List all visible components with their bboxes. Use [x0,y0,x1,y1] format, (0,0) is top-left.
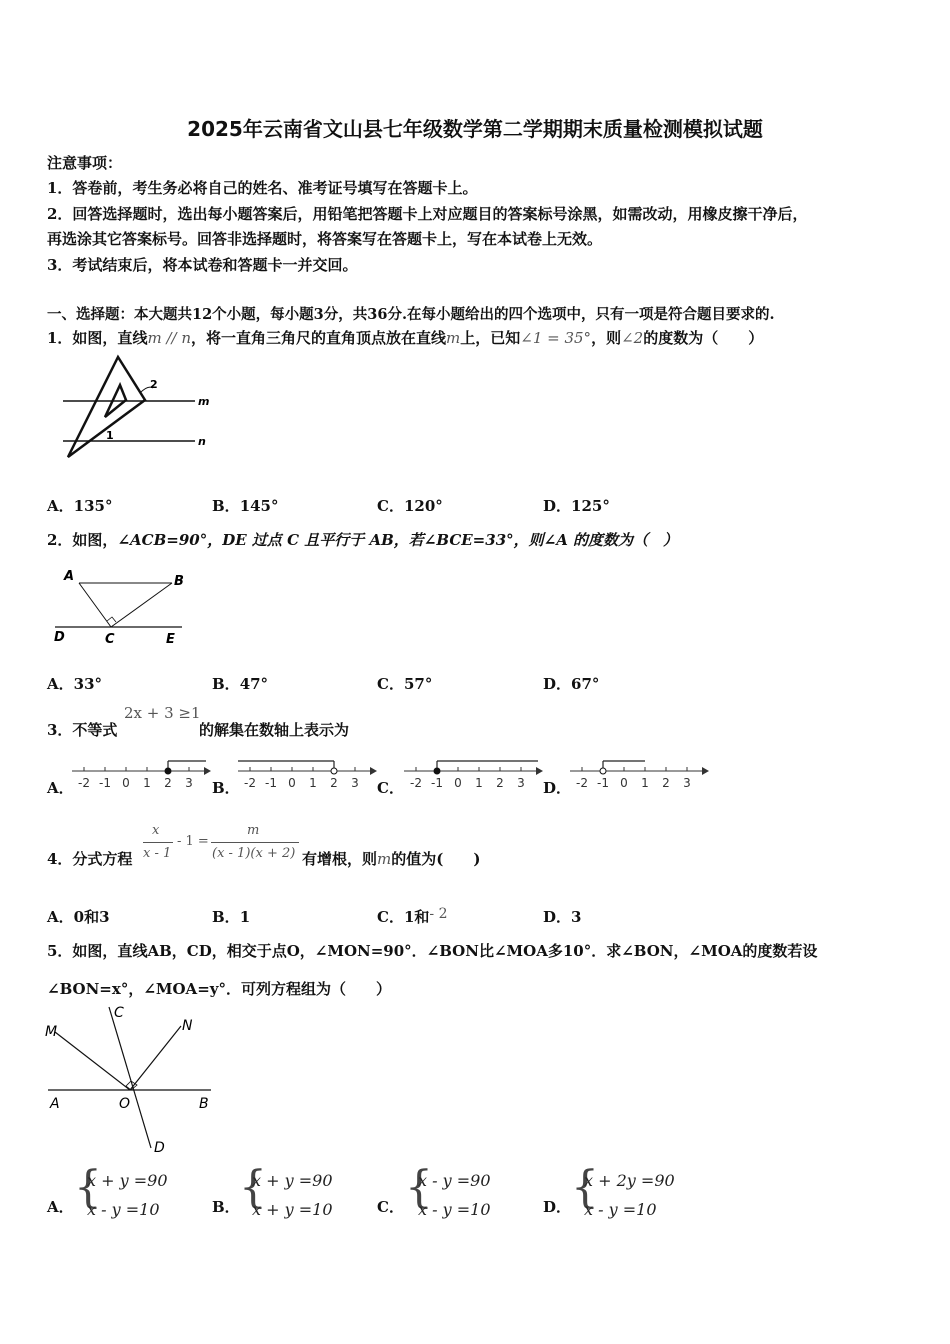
label-m: M [45,1024,58,1040]
tick-label: -1 [431,776,443,790]
q4-frac1-num: x [152,823,160,838]
q1-option-c[interactable] [377,495,443,516]
tick-label: 0 [620,776,628,790]
q3-option-c[interactable]: C． [377,779,404,797]
hollow-dot [331,768,337,774]
q4-option-c-extra: - 2 [429,906,448,922]
section-heading: 一、选择题：本大题共12个小题，每小题3分，共36分.在每小题给出的四个选项中，只有一项是符合题目要求的. [47,306,775,323]
q4-m: m [377,850,392,868]
q2-stem [47,529,678,550]
q3-numberline-b [236,756,381,796]
q4-frac1-bar [143,842,173,843]
q3-num: 3．不等式 [47,721,118,739]
tick-label: 2 [662,776,670,790]
q5-line2: ∠BON=x°，∠MOA=y°．可列方程组为（ ） [47,980,391,998]
q2-option-c-key: C． [377,675,404,693]
notice-heading: 注意事项： [47,154,123,172]
q4-frac2-den: (x - 1)(x + 2) [212,846,296,861]
notice-item-1: 1．答卷前，考生务必将自己的姓名、准考证号填写在答题卡上。 [47,179,478,197]
q3-option-d[interactable]: D． [543,779,572,797]
tick-label: -1 [265,776,277,790]
q1-text3: 上，已知 [460,329,521,347]
label-o: O [119,1096,131,1112]
label-n: N [182,1018,193,1034]
axis-arrow [204,767,211,775]
q4-option-d[interactable] [543,906,581,927]
q2-text: ∠ACB=90°，DE 过点 C 且平行于 AB，若∠BCE=33°，则∠A 的度数为（ ） [117,531,679,549]
q1-option-a[interactable] [47,495,112,516]
q1-option-a-key: A． [47,497,74,515]
q4-option-a-val: 0和3 [73,908,110,926]
tick-label: 3 [683,776,691,790]
notice-item-2a: 2．回答选择题时，选出每小题答案后，用铅笔把答题卡上对应题目的答案标号涂黑，如需改动，用橡皮擦干净后， [47,205,808,223]
label-n: n [198,435,206,448]
q2-option-c-val: 57° [403,675,433,693]
page-title: 2025年云南省文山县七年级数学第二学期期末质量检测模拟试题 [187,117,763,141]
tick-label: -2 [78,776,90,790]
q4-text2: 的值为( ) [391,850,481,868]
q1-stem [47,327,763,348]
tick-label: 2 [496,776,504,790]
q5-option-b[interactable]: B． [212,1198,240,1216]
solid-dot [165,768,171,774]
q1-text2: ，将一直角三角尺的直角顶点放在直线 [190,329,446,347]
q2-option-b-val: 47° [239,675,269,693]
q1-option-c-key: C． [377,497,404,515]
q3-option-b[interactable]: B． [212,779,240,797]
label-2: 2 [150,378,158,391]
q5-b-eq2: x + y =10 [252,1200,333,1219]
q3-option-a[interactable]: A． [47,779,74,797]
q4-stem-tail [302,848,480,869]
q4-num: 4．分式方程 [47,850,133,868]
q4-option-a-key: A． [47,908,74,926]
q2-option-c[interactable] [377,673,432,694]
q1-text4: ，则 [591,329,622,347]
q5-brace-b: { [239,1162,267,1213]
tick-label: 1 [641,776,649,790]
q1-m: m [446,329,461,347]
q1-option-b[interactable] [212,495,279,516]
q1-option-d-key: D． [543,497,572,515]
tick-label: 1 [309,776,317,790]
triangle-outer [68,357,145,457]
label-c: C [105,632,115,647]
q2-option-b-key: B． [212,675,240,693]
tick-label: 3 [351,776,359,790]
q5-b-eq1: x + y =90 [252,1171,333,1190]
segment-bc [111,583,172,627]
q4-option-b-val: 1 [239,908,251,926]
q5-d-eq1: x + 2y =90 [584,1171,675,1190]
label-1: 1 [106,429,114,442]
tick-label: 0 [288,776,296,790]
label-a: A [64,569,75,584]
q1-num: 1．如图，直线 [47,329,148,347]
q4-option-c[interactable] [377,906,447,927]
q1-angle1: ∠1 = 35° [520,329,592,347]
q4-option-c-key: C． [377,908,404,926]
tick-label: 0 [122,776,130,790]
line-cd [109,1007,151,1148]
q5-line1: 5．如图，直线AB，CD，相交于点O，∠MON=90°．∠BON比∠MOA多10°．求∠BON，∠MOA的度数若设 [47,942,818,960]
q5-brace-a: { [74,1162,102,1213]
q1-option-c-val: 120° [403,497,443,515]
q1-option-d-val: 125° [571,497,610,515]
tick-label: -1 [597,776,609,790]
q3-numberline-c [402,756,547,796]
tick-label: -2 [244,776,256,790]
tick-label: 0 [454,776,462,790]
q4-text: 有增根，则 [302,850,378,868]
q2-option-d-key: D． [543,675,572,693]
tick-label: -2 [410,776,422,790]
q1-text5: 的度数为（ ） [643,329,764,347]
notice-item-2b: 再选涂其它答案标号。回答非选择题时，将答案写在答题卡上，写在本试卷上无效。 [47,230,603,248]
q4-frac2-bar [211,842,299,843]
axis-arrow [370,767,377,775]
q2-option-b[interactable] [212,673,268,694]
tick-label: 1 [143,776,151,790]
q4-option-b-key: B． [212,908,240,926]
q5-a-eq1: x + y =90 [87,1171,168,1190]
label-m: m [198,395,210,408]
q5-option-c[interactable]: C． [377,1198,404,1216]
axis-arrow [536,767,543,775]
tick-label: 2 [330,776,338,790]
tick-label: 3 [185,776,193,790]
tick-label: 1 [475,776,483,790]
q1-figure [60,355,220,465]
solid-dot [434,768,440,774]
q4-frac2-num: m [247,823,260,838]
q2-num: 2．如图， [47,531,118,549]
q4-option-d-key: D． [543,908,572,926]
label-b: B [199,1096,209,1112]
ray-on [130,1026,181,1090]
q5-d-eq2: x - y =10 [584,1200,657,1219]
q4-option-d-val: 3 [571,908,582,926]
tick-label: -1 [99,776,111,790]
q4-option-c-val: 1和 [403,908,430,926]
q1-option-d[interactable] [543,495,610,516]
q4-mid: - 1 = [177,834,209,849]
q5-option-d[interactable]: D． [543,1198,572,1216]
q1-option-a-val: 135° [73,497,113,515]
q3-inequality: 2x + 3 ≥1 [124,704,201,722]
tick-label: -2 [576,776,588,790]
notice-item-3: 3．考试结束后，将本试卷和答题卡一并交回。 [47,256,358,274]
label-b: B [174,574,184,589]
q2-option-a-val: 33° [73,675,103,693]
q1-option-b-key: B． [212,497,240,515]
q5-c-eq1: x - y =90 [418,1171,491,1190]
q3-text: 的解集在数轴上表示为 [199,721,350,739]
right-angle-mark [107,617,116,622]
axis-arrow [702,767,709,775]
q2-option-d[interactable] [543,673,599,694]
q4-option-a[interactable] [47,906,110,927]
label-d: D [154,1140,165,1156]
q2-option-a[interactable] [47,673,102,694]
q2-option-a-key: A． [47,675,74,693]
q3-numberline-d [568,756,713,796]
q5-brace-c: { [405,1162,433,1213]
q4-frac1-den: x - 1 [143,846,172,861]
q2-option-d-val: 67° [571,675,600,693]
q1-angle2: ∠2 [621,329,644,347]
q3-numberline-a [70,756,215,796]
q2-figure [52,565,202,650]
q5-option-a[interactable]: A． [47,1198,74,1216]
q5-figure [43,1002,223,1160]
label-a: A [50,1096,60,1112]
q5-c-eq2: x - y =10 [418,1200,491,1219]
tick-label: 2 [164,776,172,790]
q1-option-b-val: 145° [239,497,279,515]
label-d: D [54,630,65,645]
q5-a-eq2: x - y =10 [87,1200,160,1219]
label-e: E [166,632,175,647]
segment-ac [79,583,111,627]
q5-brace-d: { [571,1162,599,1213]
tick-label: 3 [517,776,525,790]
q1-m-par-n: m // n [147,329,191,347]
label-c: C [114,1005,124,1021]
q4-option-b[interactable] [212,906,250,927]
hollow-dot [600,768,606,774]
